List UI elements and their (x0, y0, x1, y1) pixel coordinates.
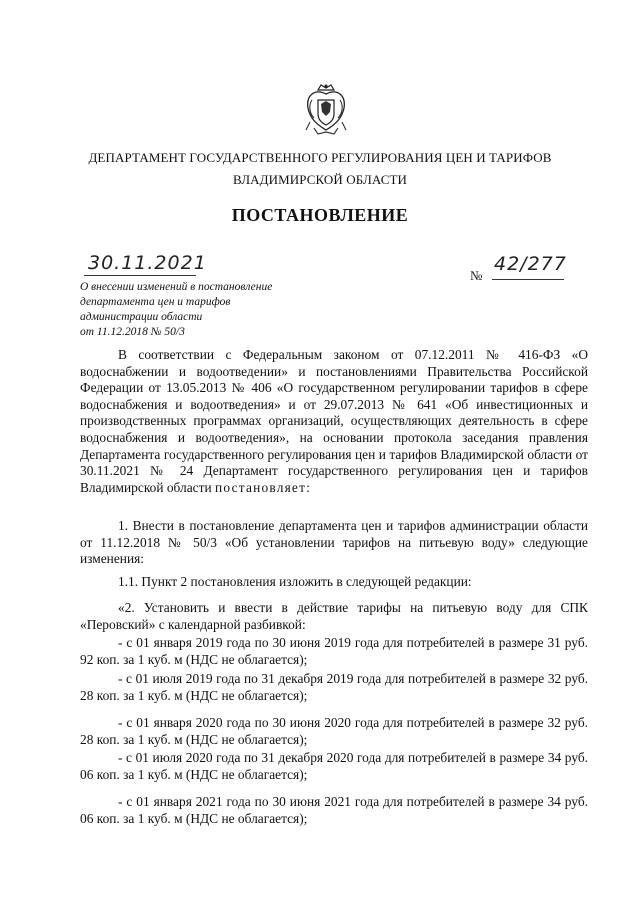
item-1-1-text: 1.1. Пункт 2 постановления изложить в следующей редакции: (118, 574, 472, 589)
coat-of-arms-icon (304, 82, 348, 138)
preamble-paragraph (80, 347, 588, 496)
document-title: ПОСТАНОВЛЕНИЕ (231, 205, 409, 225)
document-subject (80, 280, 310, 340)
preamble-text: В соответствии с Федеральным законом от 07.12.2011 № 416-ФЗ «О водоснабжении и водоотведении» и постановлениями Правительства Российской Федерации от 13.05.2013 № 406 «О государственном регулировании тарифов в сфере водоснабжения и водоотведения» и от 29.07.2013 № 641 «Об инвестиционных и производственных программах организаций, осуществляющих деятельность в сфере водоснабжения и водоотведения», на основании протокола заседания правления Департамента государственного регулирования цен и тарифов Владимирской области от 30.11.2021 № 24 Департамент государственного регулирования цен и тарифов Владимирской области (80, 347, 588, 495)
item-1-paragraph (80, 518, 588, 568)
number-underline (492, 279, 564, 280)
quote-intro-text: «2. Установить и ввести в действие тарифы на питьевую воду для СПК «Перовский» с календарной разбивкой: (80, 600, 588, 632)
number-label: № (470, 268, 483, 283)
subject-line: департамента цен и тарифов (80, 296, 231, 308)
quote-intro-paragraph (80, 600, 588, 633)
tariff-item-text: - с 01 января 2020 года по 30 июня 2020 года для потребителей в размере 32 руб. 28 коп. за 1 куб. м (НДС не облагается); (80, 715, 588, 747)
tariff-item-text: - с 01 января 2021 года по 30 июня 2021 года для потребителей в размере 34 руб. 06 коп. за 1 куб. м (НДС не облагается); (80, 794, 588, 826)
subject-line: О внесении изменений в постановление (80, 281, 273, 293)
department-name-line1: ДЕПАРТАМЕНТ ГОСУДАРСТВЕННОГО РЕГУЛИРОВАНИЯ ЦЕН И ТАРИФОВ (88, 150, 552, 165)
tariff-item-text: - с 01 июля 2019 года по 31 декабря 2019 года для потребителей в размере 32 руб. 28 коп. за 1 куб. м (НДС не облагается); (80, 671, 588, 703)
department-name-line2: ВЛАДИМИРСКОЙ ОБЛАСТИ (232, 172, 408, 187)
preamble-resolves: постановляет: (214, 479, 312, 495)
subject-line: от 11.12.2018 № 50/3 (80, 326, 185, 338)
tariff-item (80, 750, 588, 783)
tariff-item (80, 671, 588, 704)
tariff-item (80, 715, 588, 748)
tariff-item (80, 635, 588, 668)
document-date: 30.11.2021 (88, 252, 207, 274)
tariff-item-text: - с 01 января 2019 года по 30 июня 2019 года для потребителей в размере 31 руб. 92 коп. за 1 куб. м (НДС не облагается); (80, 635, 588, 667)
subject-line: администрации области (80, 311, 203, 323)
tariff-item-text: - с 01 июля 2020 года по 31 декабря 2020 года для потребителей в размере 34 руб. 06 коп. за 1 куб. м (НДС не облагается); (80, 750, 588, 782)
tariff-item (80, 794, 588, 827)
item-1-1-paragraph (80, 574, 588, 591)
item-1-text: 1. Внести в постановление департамента цен и тарифов администрации области от 11.12.2018 № 50/3 «Об установлении тарифов на питьевую воду» следующие изменения: (80, 518, 588, 567)
date-underline (84, 275, 196, 276)
document-number: 42/277 (494, 253, 567, 275)
